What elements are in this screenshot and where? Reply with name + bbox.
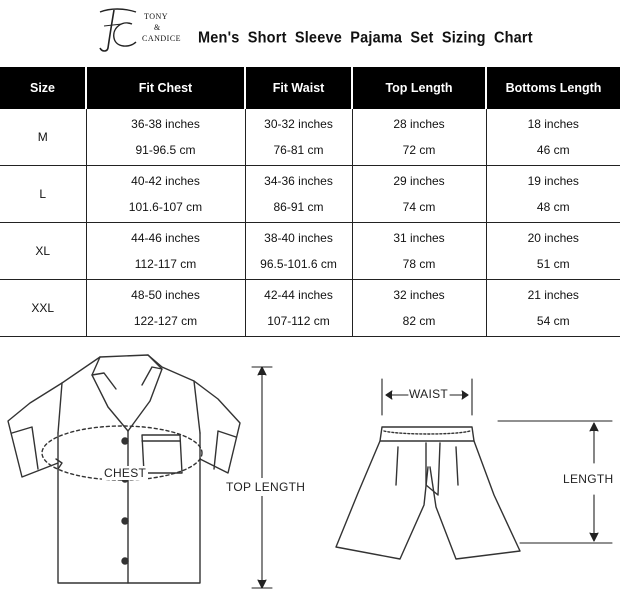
header-fit-waist: Fit Waist — [245, 67, 352, 109]
waist-inches: 34-36 inches — [264, 174, 333, 188]
chest-cell — [86, 223, 245, 280]
pajama-illustration — [0, 345, 620, 596]
bottoms-length-cell — [486, 109, 620, 166]
measurement-diagram — [0, 345, 620, 596]
size-cell: XL — [0, 223, 86, 280]
waist-cell — [245, 109, 352, 166]
top-length-cell — [352, 166, 486, 223]
waist-inches: 38-40 inches — [264, 231, 333, 245]
top-inches: 28 inches — [393, 117, 445, 131]
bottoms-length-cell — [486, 223, 620, 280]
size-cell: M — [0, 109, 86, 166]
top-length-cell — [352, 223, 486, 280]
chest-cm: 101.6-107 cm — [128, 200, 203, 214]
brand-logo — [92, 4, 192, 56]
chest-label: CHEST — [104, 466, 147, 480]
table-row — [0, 223, 620, 280]
waist-cm: 107-112 cm — [267, 314, 330, 328]
bottoms-length-cell — [486, 280, 620, 337]
monogram-icon — [92, 4, 144, 56]
top-inches: 29 inches — [393, 174, 445, 188]
chest-inches: 36-38 inches — [131, 117, 200, 131]
header-size: Size — [0, 67, 86, 109]
chart-title: Men's Short Sleeve Pajama Set Sizing Chart — [198, 29, 533, 47]
chest-cell — [86, 280, 245, 337]
waist-label: WAIST — [409, 387, 449, 401]
brand-name-top: TONY — [144, 12, 169, 21]
chest-inches: 44-46 inches — [131, 231, 200, 245]
table-header-row — [0, 67, 620, 109]
chest-cm: 91-96.5 cm — [135, 143, 196, 157]
bottoms-cm: 51 cm — [536, 257, 570, 271]
size-cell: L — [0, 166, 86, 223]
waist-cm: 76-81 cm — [273, 143, 324, 157]
bottoms-inches: 19 inches — [527, 174, 579, 188]
size-cell: XXL — [0, 280, 86, 337]
bottoms-inches: 21 inches — [527, 288, 579, 302]
shorts-icon — [336, 427, 520, 559]
waist-inches: 30-32 inches — [264, 117, 333, 131]
bottoms-inches: 18 inches — [527, 117, 579, 131]
table-row — [0, 109, 620, 166]
waist-inches: 42-44 inches — [264, 288, 333, 302]
header-bottoms-length: Bottoms Length — [486, 67, 620, 109]
chest-cm: 112-117 cm — [134, 257, 197, 271]
waist-cm: 96.5-101.6 cm — [260, 257, 337, 271]
waist-cell — [245, 223, 352, 280]
top-length-cell — [352, 280, 486, 337]
bottoms-inches: 20 inches — [527, 231, 579, 245]
top-cm: 74 cm — [402, 200, 436, 214]
header-fit-chest: Fit Chest — [86, 67, 245, 109]
size-table — [0, 67, 620, 337]
top-inches: 32 inches — [393, 288, 445, 302]
brand-name-bottom: CANDICE — [142, 34, 182, 43]
chest-cell — [86, 166, 245, 223]
waist-cm: 86-91 cm — [273, 200, 324, 214]
chest-inches: 48-50 inches — [131, 288, 200, 302]
length-label: LENGTH — [563, 472, 614, 486]
top-cm: 78 cm — [402, 257, 436, 271]
top-length-cell — [352, 109, 486, 166]
bottoms-cm: 48 cm — [536, 200, 570, 214]
bottoms-cm: 46 cm — [536, 143, 570, 157]
top-length-label: TOP LENGTH — [226, 480, 306, 494]
chest-cm: 122-127 cm — [133, 314, 198, 328]
chest-cell — [86, 109, 245, 166]
waist-cell — [245, 166, 352, 223]
top-cm: 72 cm — [402, 143, 436, 157]
bottoms-cm: 54 cm — [536, 314, 570, 328]
top-cm: 82 cm — [402, 314, 436, 328]
waist-cell — [245, 280, 352, 337]
header-top-length: Top Length — [352, 67, 486, 109]
table-row — [0, 166, 620, 223]
bottoms-length-cell — [486, 166, 620, 223]
top-inches: 31 inches — [393, 231, 445, 245]
table-row — [0, 280, 620, 337]
brand-ampersand: & — [154, 23, 161, 32]
chest-inches: 40-42 inches — [131, 174, 200, 188]
